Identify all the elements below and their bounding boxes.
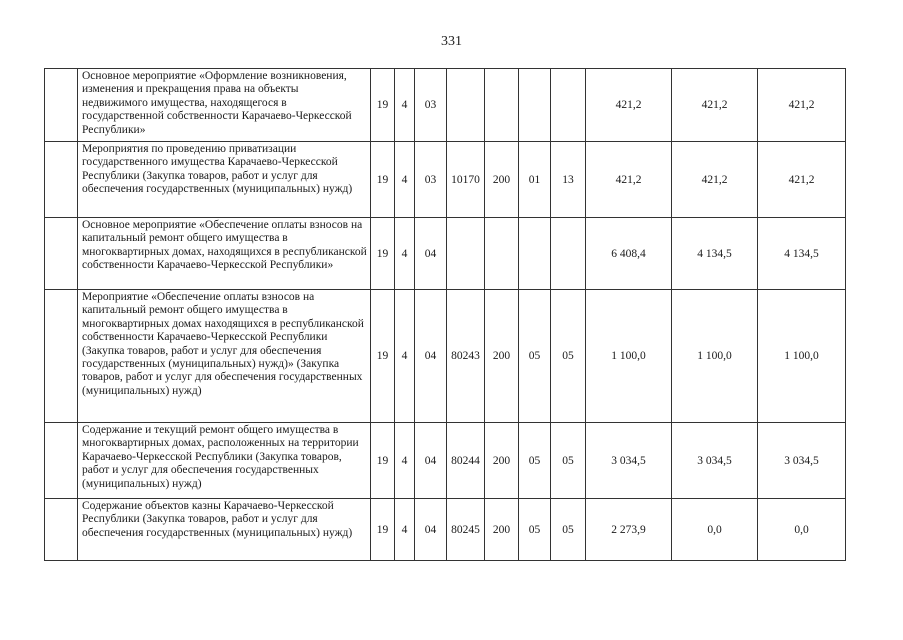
page-number: 331 <box>441 34 462 49</box>
amount-cell: 4 134,5 <box>758 218 846 290</box>
code-cell: 4 <box>395 423 415 499</box>
code-cell: 04 <box>415 423 447 499</box>
amount-cell: 3 034,5 <box>586 423 672 499</box>
amount-cell: 2 273,9 <box>586 499 672 561</box>
row-index-cell <box>45 142 78 218</box>
code-cell: 19 <box>371 423 395 499</box>
row-index-cell <box>45 290 78 423</box>
code-cell: 200 <box>485 499 519 561</box>
code-cell: 4 <box>395 142 415 218</box>
code-cell <box>551 69 586 142</box>
code-cell: 4 <box>395 69 415 142</box>
amount-cell: 421,2 <box>672 69 758 142</box>
table-row <box>45 218 846 290</box>
code-cell: 4 <box>395 218 415 290</box>
code-cell: 10170 <box>447 142 485 218</box>
code-cell: 19 <box>371 290 395 423</box>
table-row <box>45 290 846 423</box>
code-cell: 04 <box>415 290 447 423</box>
code-cell: 80243 <box>447 290 485 423</box>
code-cell: 05 <box>519 499 551 561</box>
code-cell: 200 <box>485 142 519 218</box>
amount-cell: 0,0 <box>758 499 846 561</box>
code-cell: 19 <box>371 499 395 561</box>
code-cell: 19 <box>371 218 395 290</box>
code-cell <box>447 218 485 290</box>
code-cell: 05 <box>519 290 551 423</box>
code-cell: 05 <box>551 290 586 423</box>
amount-cell: 1 100,0 <box>672 290 758 423</box>
row-index-cell <box>45 499 78 561</box>
row-index-cell <box>45 69 78 142</box>
code-cell: 05 <box>551 499 586 561</box>
amount-cell: 421,2 <box>586 142 672 218</box>
code-cell: 200 <box>485 423 519 499</box>
amount-cell: 421,2 <box>758 142 846 218</box>
description-cell: Мероприятие «Обеспечение оплаты взносов на капитальный ремонт общего имущества в многоквартирных домах находящихся в республиканской собственности Карачаево-Черкесской Республики (Закупка товаров, работ и услуг для обеспечения государственных (муниципальных) нужд)» (Закупка товаров, работ и услуг для обеспечения государственных (муниципальных) нужд) <box>78 290 371 423</box>
amount-cell: 1 100,0 <box>758 290 846 423</box>
code-cell <box>519 69 551 142</box>
amount-cell: 1 100,0 <box>586 290 672 423</box>
code-cell <box>447 69 485 142</box>
code-cell: 4 <box>395 290 415 423</box>
row-index-cell <box>45 423 78 499</box>
amount-cell: 0,0 <box>672 499 758 561</box>
code-cell: 05 <box>551 423 586 499</box>
code-cell: 200 <box>485 290 519 423</box>
table-row <box>45 142 846 218</box>
description-cell: Основное мероприятие «Обеспечение оплаты взносов на капитальный ремонт общего имущества в многоквартирных домах, находящихся в республиканской собственности Карачаево-Черкесской Республики» <box>78 218 371 290</box>
code-cell: 03 <box>415 142 447 218</box>
amount-cell: 421,2 <box>586 69 672 142</box>
code-cell: 13 <box>551 142 586 218</box>
code-cell: 04 <box>415 499 447 561</box>
amount-cell: 4 134,5 <box>672 218 758 290</box>
description-cell: Основное мероприятие «Оформление возникновения, изменения и прекращения права на объекты недвижимого имущества, находящегося в государственной собственности Карачаево-Черкесской Республики» <box>78 69 371 142</box>
code-cell: 19 <box>371 142 395 218</box>
row-index-cell <box>45 218 78 290</box>
amount-cell: 6 408,4 <box>586 218 672 290</box>
amount-cell: 421,2 <box>672 142 758 218</box>
code-cell: 19 <box>371 69 395 142</box>
budget-table <box>44 68 846 561</box>
description-cell: Содержание и текущий ремонт общего имущества в многоквартирных домах, расположенных на территории Карачаево-Черкесской Республики (Закупка товаров, работ и услуг для обеспечения государственных (муниципальных) нужд) <box>78 423 371 499</box>
amount-cell: 3 034,5 <box>672 423 758 499</box>
table-row <box>45 423 846 499</box>
code-cell: 80245 <box>447 499 485 561</box>
code-cell <box>519 218 551 290</box>
description-cell: Содержание объектов казны Карачаево-Черкесской Республики (Закупка товаров, работ и услуг для обеспечения государственных (муниципальных) нужд) <box>78 499 371 561</box>
code-cell: 80244 <box>447 423 485 499</box>
code-cell: 03 <box>415 69 447 142</box>
code-cell <box>485 69 519 142</box>
code-cell: 4 <box>395 499 415 561</box>
amount-cell: 421,2 <box>758 69 846 142</box>
code-cell <box>485 218 519 290</box>
code-cell <box>551 218 586 290</box>
code-cell: 01 <box>519 142 551 218</box>
table-row <box>45 499 846 561</box>
description-cell: Мероприятия по проведению приватизации государственного имущества Карачаево-Черкесской Республики (Закупка товаров, работ и услуг для обеспечения государственных (муниципальных) нужд) <box>78 142 371 218</box>
table-row <box>45 69 846 142</box>
code-cell: 04 <box>415 218 447 290</box>
code-cell: 05 <box>519 423 551 499</box>
amount-cell: 3 034,5 <box>758 423 846 499</box>
